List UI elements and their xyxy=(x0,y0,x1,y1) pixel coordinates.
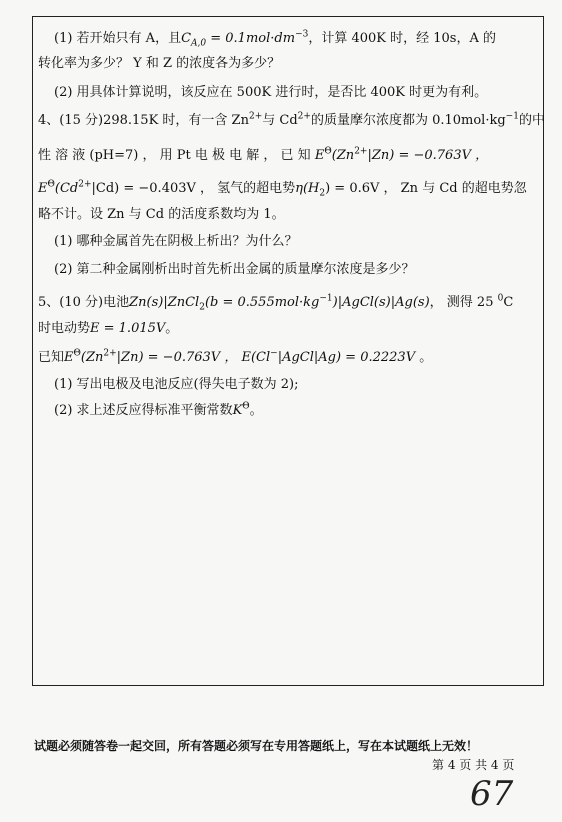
q4-line3: $E^\Theta(Cd^{2+}|Cd) = -0.403V$ ， 氢气的超电势$\eta(H_2) = 0.6V$ ， Zn 与 Cd 的超电势忽 xyxy=(38,179,527,199)
q4-sub2: (2) 第二种金属刚析出时首先析出金属的质量摩尔浓度是多少？ xyxy=(54,262,415,277)
q4-sub1: (1) 哪种金属首先在阴极上析出？为什么？ xyxy=(54,234,298,249)
page-number: 第 4 页 共 4 页 xyxy=(432,758,515,772)
q3-part1-line1: (1) 若开始只有 A，且$C_{A,0} = 0.1mol\cdot dm^{-3}$，计算 400K 时，经 10s，A 的 xyxy=(54,29,496,49)
q5-line1: 5、(10 分)电池Zn(s)|ZnCl$_2$(b = $0.555mol\cdot kg^{-1})|AgCl(s)|Ag(s)$， 测得 25 $^0$C xyxy=(38,293,514,313)
q4-line1: 4、(15 分)298.15K 时，有一含 $Zn^{2+}$与 $Cd^{2+}$的质量摩尔浓度都为 $0.10mol\cdot kg^{-1}$的中 xyxy=(38,111,545,128)
q4-line2: 性 溶 液 (pH=7) ， 用 Pt 电 极 电 解 ， 已 知 $E^\Theta(Zn^{2+}|Zn) = -0.763V$ ， xyxy=(38,146,489,163)
q5-line2: 时电动势E = 1.015V。 xyxy=(38,321,179,336)
q3-part2-line: (2) 用具体计算说明，该反应在 500K 进行时，是否比 400K 时更为有利。 xyxy=(54,85,488,100)
q5-sub2: (2) 求上述反应得标准平衡常数$K^\Theta$。 xyxy=(54,401,263,418)
q4-line4: 略不计。设 Zn 与 Cd 的活度系数均为 1。 xyxy=(38,207,285,222)
footer-notice: 试题必须随答卷一起交回，所有答题必须写在专用答题纸上，写在本试题纸上无效！ xyxy=(34,739,479,753)
q5-line3: 已知$E^\Theta(Zn^{2+}|Zn) = -0.763V$ ， E(Cl−|AgCl|Ag) = 0.2223V 。 xyxy=(38,348,433,365)
q5-sub1: (1) 写出电极及电池反应(得失电子数为 2); xyxy=(54,377,299,392)
handwritten-page-mark: 67 xyxy=(470,774,514,814)
q3-part1-line2: 转化率为多少？ Y 和 Z 的浓度各为多少？ xyxy=(38,56,281,71)
